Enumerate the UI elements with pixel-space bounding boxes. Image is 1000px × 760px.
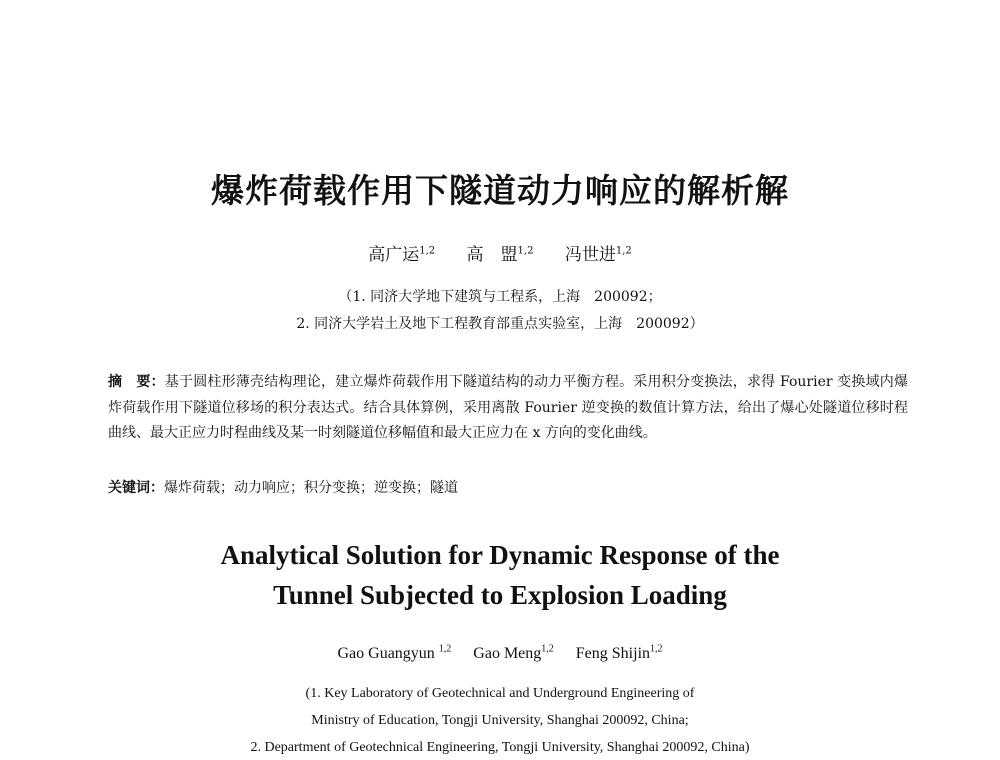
keywords-chinese <box>108 477 458 497</box>
author-affiliation-mark: 1,2 <box>541 643 554 655</box>
keywords-label: 关键词： <box>108 480 164 496</box>
title-english-line-2: Tunnel Subjected to Explosion Loading <box>273 580 727 610</box>
authors-english <box>0 645 1000 663</box>
author-name: Gao Guangyun <box>337 645 435 662</box>
abstract-chinese <box>108 370 908 447</box>
affiliation-chinese-2: 2. 同济大学岩土及地下工程教育部重点实验室，上海 200092） <box>296 316 704 332</box>
title-chinese: 爆炸荷载作用下隧道动力响应的解析解 <box>211 171 789 210</box>
affiliation-chinese-1: （1. 同济大学地下建筑与工程系，上海 200092； <box>338 289 662 305</box>
abstract-text: 基于圆柱形薄壳结构理论，建立爆炸荷载作用下隧道结构的动力平衡方程。采用积分变换法，求得 Fourier 变换域内爆炸荷载作用下隧道位移场的积分表达式。结合具体算例，采用离散 Fourier 逆变换的数值计算方法，给出了爆心处隧道位移时程曲线、最大正应力时程曲线及某一时刻隧道位移幅值和最大正应力在 x 方向的变化曲线。 <box>108 374 908 441</box>
affiliation-english-3: 2. Department of Geotechnical Engineering, Tongji University, Shanghai 200092, China) <box>250 740 750 755</box>
author-name: Gao Meng <box>473 645 542 662</box>
author-affiliation-mark: 1,2 <box>615 245 632 257</box>
abstract-label: 摘 要： <box>108 374 165 390</box>
affiliation-english-1: (1. Key Laboratory of Geotechnical and Underground Engineering of <box>305 686 695 701</box>
author-affiliation-mark: 1,2 <box>650 643 663 655</box>
affiliation-english-2: Ministry of Education, Tongji University, Shanghai 200092, China; <box>311 713 689 728</box>
author-affiliation-mark: 1,2 <box>438 643 452 655</box>
author-affiliation-mark: 1,2 <box>517 245 534 257</box>
title-english-line-1: Analytical Solution for Dynamic Response of the <box>220 540 780 570</box>
title-english <box>0 535 1000 615</box>
author-name: 冯世进 <box>564 245 616 265</box>
authors-chinese <box>0 240 1000 265</box>
keywords-text: 爆炸荷载；动力响应；积分变换；逆变换；隧道 <box>164 480 458 496</box>
author-name: Feng Shijin <box>575 645 651 662</box>
author-name: 高 盟 <box>466 245 518 265</box>
author-affiliation-mark: 1,2 <box>419 245 436 257</box>
author-name: 高广运 <box>368 245 420 265</box>
